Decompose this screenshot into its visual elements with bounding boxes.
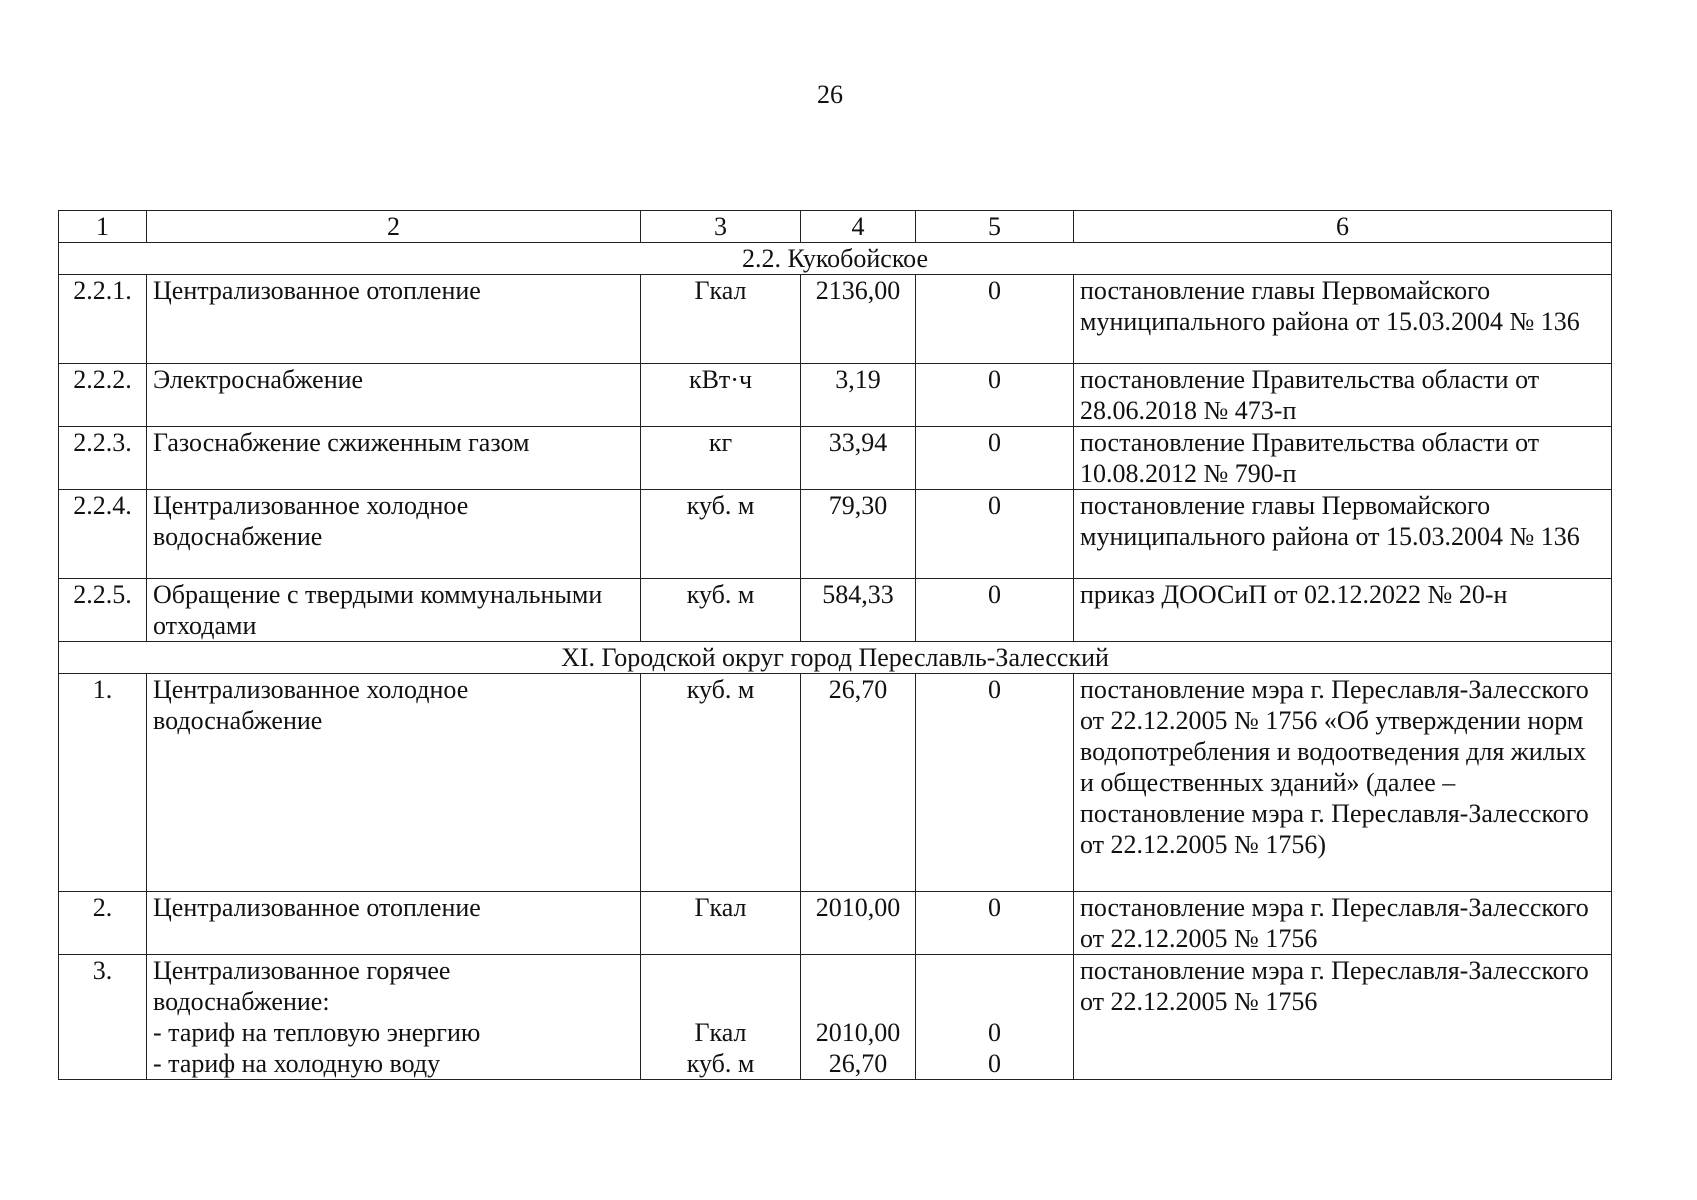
service-name bbox=[147, 955, 641, 1080]
legal-basis: постановление Правительства области от 10.08.2012 № 790-п bbox=[1074, 427, 1612, 490]
column-5-value: 0 bbox=[916, 490, 1074, 579]
service-name: Централизованное отопление bbox=[147, 275, 641, 364]
unit: куб. м bbox=[641, 579, 801, 642]
service-name: Электроснабжение bbox=[147, 364, 641, 427]
section-heading-row bbox=[59, 642, 1612, 674]
unit: кг bbox=[641, 427, 801, 490]
legal-basis: постановление главы Первомайского муниципального района от 15.03.2004 № 136 bbox=[1074, 275, 1612, 364]
column-5-value: 0 bbox=[916, 427, 1074, 490]
service-name: Централизованное холодное водоснабжение bbox=[147, 674, 641, 892]
table-row bbox=[59, 955, 1612, 1080]
column-5-value: 0 bbox=[916, 275, 1074, 364]
column-header: 2 bbox=[147, 211, 641, 243]
service-name-line: Централизованное горячее bbox=[153, 956, 451, 985]
norm-value: 79,30 bbox=[801, 490, 916, 579]
section-title: 2.2. Кукобойское bbox=[59, 243, 1612, 275]
column-5-value: 0 bbox=[916, 674, 1074, 892]
service-name-line: - тариф на холодную воду bbox=[153, 1049, 441, 1078]
norm-value: 2136,00 bbox=[801, 275, 916, 364]
norm-value: 3,19 bbox=[801, 364, 916, 427]
column-number-row bbox=[59, 211, 1612, 243]
unit: Гкал bbox=[641, 892, 801, 955]
norm-value-line: 26,70 bbox=[828, 1049, 888, 1078]
norm-value: 584,33 bbox=[801, 579, 916, 642]
column-header: 5 bbox=[916, 211, 1074, 243]
norm-value: 2010,00 bbox=[801, 892, 916, 955]
unit: куб. м bbox=[641, 490, 801, 579]
service-name: Газоснабжение сжиженным газом bbox=[147, 427, 641, 490]
table-row bbox=[59, 674, 1612, 892]
table-row bbox=[59, 579, 1612, 642]
unit-line: куб. м bbox=[686, 1049, 755, 1078]
row-number: 2.2.1. bbox=[59, 275, 147, 364]
column-header: 6 bbox=[1074, 211, 1612, 243]
page-number: 26 bbox=[817, 80, 843, 109]
row-number: 2.2.4. bbox=[59, 490, 147, 579]
norm-value: 33,94 bbox=[801, 427, 916, 490]
column-5-value-line: 0 bbox=[988, 1049, 1001, 1078]
section-heading-row bbox=[59, 243, 1612, 275]
table-row bbox=[59, 427, 1612, 490]
row-number: 2.2.2. bbox=[59, 364, 147, 427]
column-header: 3 bbox=[641, 211, 801, 243]
legal-basis: постановление мэра г. Переславля-Залесского от 22.12.2005 № 1756 bbox=[1074, 955, 1612, 1080]
service-name-line: водоснабжение: bbox=[153, 987, 330, 1016]
unit bbox=[641, 955, 801, 1080]
table-row bbox=[59, 892, 1612, 955]
row-number: 2.2.3. bbox=[59, 427, 147, 490]
row-number: 1. bbox=[59, 674, 147, 892]
table-row bbox=[59, 490, 1612, 579]
column-header: 1 bbox=[59, 211, 147, 243]
table-row bbox=[59, 275, 1612, 364]
row-number: 2.2.5. bbox=[59, 579, 147, 642]
column-5-value-line: 0 bbox=[988, 1018, 1001, 1047]
norm-value: 26,70 bbox=[801, 674, 916, 892]
unit: Гкал bbox=[641, 275, 801, 364]
column-5-value: 0 bbox=[916, 579, 1074, 642]
legal-basis: постановление мэра г. Переславля-Залесского от 22.12.2005 № 1756 bbox=[1074, 892, 1612, 955]
unit: кВт·ч bbox=[641, 364, 801, 427]
column-5-value: 0 bbox=[916, 892, 1074, 955]
section-title: XI. Городской округ город Переславль-Залесский bbox=[59, 642, 1612, 674]
row-number: 3. bbox=[59, 955, 147, 1080]
norm-value bbox=[801, 955, 916, 1080]
legal-basis: постановление мэра г. Переславля-Залесского от 22.12.2005 № 1756 «Об утверждении норм водопотребления и водоотведения для жилых и общественных зданий» (далее – постановление мэра г. Переславля-Залесского от 22.12.2005 № 1756) bbox=[1074, 674, 1612, 892]
service-name: Централизованное холодное водоснабжение bbox=[147, 490, 641, 579]
service-name-line: - тариф на тепловую энергию bbox=[153, 1018, 481, 1047]
column-5-value bbox=[916, 955, 1074, 1080]
table-row bbox=[59, 364, 1612, 427]
row-number: 2. bbox=[59, 892, 147, 955]
legal-basis: приказ ДООСиП от 02.12.2022 № 20-н bbox=[1074, 579, 1612, 642]
column-header: 4 bbox=[801, 211, 916, 243]
unit: куб. м bbox=[641, 674, 801, 892]
unit-line: Гкал bbox=[694, 1018, 747, 1047]
norm-value-line: 2010,00 bbox=[815, 1018, 901, 1047]
legal-basis: постановление Правительства области от 28.06.2018 № 473-п bbox=[1074, 364, 1612, 427]
service-name: Централизованное отопление bbox=[147, 892, 641, 955]
column-5-value: 0 bbox=[916, 364, 1074, 427]
service-name: Обращение с твердыми коммунальными отходами bbox=[147, 579, 641, 642]
legal-basis: постановление главы Первомайского муниципального района от 15.03.2004 № 136 bbox=[1074, 490, 1612, 579]
norms-table bbox=[58, 210, 1612, 1080]
